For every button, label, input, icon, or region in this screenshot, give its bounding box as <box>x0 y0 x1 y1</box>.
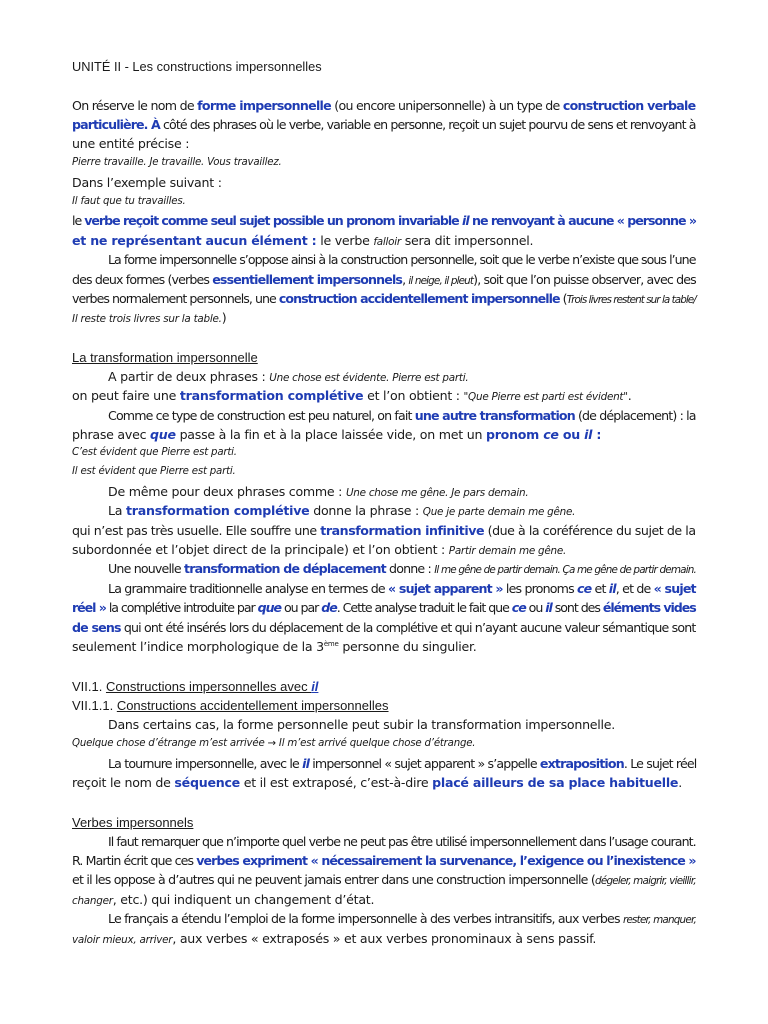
emphasis-text: Une chose est évidente. Pierre est parti. <box>269 372 469 384</box>
text-run: . Le sujet réel <box>623 756 697 771</box>
text-run: sont des <box>551 600 603 615</box>
emphasis-text: ce <box>511 600 526 615</box>
text-run: les pronoms <box>502 581 577 596</box>
transfo-line-4 <box>72 429 601 442</box>
emphasis-text: construction verbale <box>562 98 696 113</box>
text-run: , <box>402 272 409 287</box>
text-run: Comme ce type de construction est peu naturel, on fait <box>108 408 415 423</box>
text-run: A partir de deux phrases : <box>108 369 270 384</box>
emphasis-text: ne renvoyant à aucune « personne » <box>468 213 696 228</box>
verbes-line-1 <box>108 836 696 849</box>
section-heading-vii-1-1 <box>72 699 389 712</box>
emphasis-text: une autre transformation <box>414 408 575 423</box>
transfo-line-14 <box>72 622 696 635</box>
transfo-line-3 <box>108 410 696 423</box>
emphasis-text: Que je parte demain me gêne. <box>422 506 576 518</box>
text-run: De même pour deux phrases comme : <box>108 484 346 499</box>
text-run: une entité précise : <box>72 136 190 151</box>
page-title: UNITÉ II - Les constructions impersonnelles <box>72 59 322 74</box>
text-run: et <box>591 581 609 596</box>
text-run: ou par <box>281 600 322 615</box>
intro-line-3 <box>72 138 189 151</box>
text-run: reçoit le nom de <box>72 775 175 790</box>
text-run: , et de <box>615 581 654 596</box>
intro-line-12 <box>72 312 226 325</box>
emphasis-text: transformation de déplacement <box>183 561 386 576</box>
intro-line-11 <box>72 293 696 306</box>
text-run: (due à la coréférence du sujet de la <box>484 523 696 538</box>
text-run: impersonnel « sujet apparent » s’appelle <box>309 756 540 771</box>
text-run: phrase avec <box>72 427 151 442</box>
emphasis-text: éléments vides <box>602 600 696 615</box>
transfo-line-2 <box>72 390 632 403</box>
section-heading-vii-1 <box>72 680 318 693</box>
emphasis-text: que <box>150 427 176 442</box>
verbes-line-3 <box>72 874 696 887</box>
transfo-line-8 <box>108 505 575 518</box>
intro-line-9 <box>108 254 696 267</box>
verbes-line-2 <box>72 855 696 868</box>
text-run: ) <box>221 310 227 325</box>
intro-line-7 <box>72 215 696 228</box>
text-run: sera dit impersonnel. <box>400 233 534 248</box>
emphasis-text: ce <box>543 427 559 442</box>
text-run: Le français a étendu l’emploi de la forme impersonnelle à des verbes intransitifs, aux verbes <box>108 911 623 926</box>
emphasis-text: séquence <box>174 775 240 790</box>
transfo-line-1 <box>108 371 468 384</box>
transfo-line-12 <box>108 583 696 596</box>
text-run: on peut faire une <box>72 388 180 403</box>
text-run: personne du singulier. <box>338 639 477 654</box>
vii-example-1: Quelque chose d’étrange m’est arrivée → Il m’est arrivé quelque chose d’étrange. <box>72 738 476 749</box>
section-heading-transformation: La transformation impersonnelle <box>72 350 258 365</box>
text-run: ou <box>525 600 546 615</box>
emphasis-text: forme impersonnelle <box>197 98 331 113</box>
verbes-line-6 <box>72 933 596 946</box>
emphasis-text: transformation infinitive <box>320 523 485 538</box>
text-run: . Cette analyse traduit le fait que <box>336 600 512 615</box>
text-run: Dans l’exemple suivant : <box>72 175 222 190</box>
text-run: Dans certains cas, la forme personnelle peut subir la transformation impersonnelle. <box>108 717 616 732</box>
text-run: seulement l’indice morphologique de la 3 <box>72 639 324 654</box>
text-run: et l’on obtient : <box>363 388 464 403</box>
text-run: , etc.) qui indiquent un changement d’état. <box>112 892 375 907</box>
emphasis-text: et ne représentant aucun élément : <box>72 233 317 248</box>
emphasis-text: Constructions accidentellement impersonnelles <box>116 698 389 713</box>
text-run: La <box>108 503 126 518</box>
emphasis-text: pronom <box>485 427 544 442</box>
emphasis-text: réel » <box>72 600 106 615</box>
text-run: verbes normalement personnels, une <box>72 291 279 306</box>
transfo-line-9 <box>72 525 696 538</box>
text-run: R. Martin écrit que ces <box>72 853 197 868</box>
text-run: des deux formes (verbes <box>72 272 213 287</box>
text-run: subordonnée et l’objet direct de la principale) et l’on obtient : <box>72 542 449 557</box>
text-run: donne : <box>385 561 435 576</box>
text-run: La grammaire traditionnelle analyse en termes de <box>108 581 389 596</box>
text-run: passe à la fin et à la place laissée vide, on met un <box>175 427 486 442</box>
vii-line-4 <box>72 777 682 790</box>
emphasis-text: Partir demain me gêne. <box>448 545 567 557</box>
emphasis-text: de sens <box>72 620 121 635</box>
emphasis-text: Il reste trois livres sur la table. <box>72 313 222 325</box>
intro-line-2 <box>72 119 696 132</box>
text-run: et il est extraposé, c’est-à-dire <box>239 775 433 790</box>
emphasis-text: que <box>257 600 282 615</box>
text-run: , aux verbes « extraposés » et aux verbes pronominaux à sens passif. <box>172 931 597 946</box>
emphasis-text: construction accidentellement impersonnelle <box>278 291 560 306</box>
emphasis-text: verbes expriment « nécessairement la survenance, l’exigence ou l’inexistence » <box>196 853 696 868</box>
emphasis-text: ème <box>323 640 339 648</box>
emphasis-text: valoir mieux, arriver <box>72 934 173 946</box>
emphasis-text: falloir <box>373 236 401 248</box>
emphasis-text: Une chose me gêne. Je pars demain. <box>345 487 529 499</box>
transfo-line-7 <box>108 486 528 499</box>
text-run: la complétive introduite par <box>105 600 258 615</box>
emphasis-text: Il me gêne de partir demain. Ça me gêne de partir demain. <box>434 564 697 576</box>
intro-line-1 <box>72 100 695 113</box>
text-run: et il les oppose à d’autres qui ne peuvent jamais entrer dans une construction impersonnelle ( <box>72 872 596 887</box>
emphasis-text: "Que Pierre est parti est évident" <box>463 391 628 403</box>
text-run: (de déplacement) : la <box>574 408 696 423</box>
text-run: . <box>678 775 682 790</box>
text-run: le verbe <box>316 233 374 248</box>
text-run: qui ont été insérés lors du déplacement de la complétive et qui n’ayant aucune valeur sémantique sont <box>120 620 696 635</box>
text-run: VII.1.1. <box>72 698 117 713</box>
vii-line-1 <box>108 719 615 732</box>
text-run: Il faut remarquer que n’importe quel verbe ne peut pas être utilisé impersonnellement dans l’usage courant. <box>108 834 696 849</box>
emphasis-text: ce <box>577 581 592 596</box>
emphasis-text: « sujet <box>653 581 696 596</box>
emphasis-text: Constructions impersonnelles avec <box>105 679 312 694</box>
emphasis-text: il <box>302 756 310 771</box>
text-run: côté des phrases où le verbe, variable en personne, reçoit un sujet pourvu de sens et renvoyant à <box>159 117 696 132</box>
transfo-line-15 <box>72 641 476 654</box>
emphasis-text: ou <box>558 427 585 442</box>
intro-example-1: Pierre travaille. Je travaille. Vous travaillez. <box>72 157 282 168</box>
transfo-line-10 <box>72 544 566 557</box>
intro-line-8 <box>72 235 533 248</box>
text-run: qui n’est pas très usuelle. Elle souffre une <box>72 523 321 538</box>
transfo-line-11 <box>108 563 696 576</box>
emphasis-text: de <box>321 600 337 615</box>
section-heading-verbes: Verbes impersonnels <box>72 815 194 830</box>
emphasis-text: particulière. À <box>72 117 160 132</box>
emphasis-text: il <box>311 679 319 694</box>
text-run: La forme impersonnelle s’oppose ainsi à la construction personnelle, soit que le verbe n’existe que sous l’une <box>108 252 696 267</box>
emphasis-text: il <box>462 213 469 228</box>
emphasis-text: Trois livres restent sur la table/ <box>566 294 696 306</box>
intro-line-5 <box>72 177 222 190</box>
text-run: ), soit que l’on puisse observer, avec des <box>473 272 696 287</box>
emphasis-text: transformation complétive <box>126 503 310 518</box>
emphasis-text: extraposition <box>539 756 624 771</box>
transfo-line-13 <box>72 602 696 615</box>
text-run: donne la phrase : <box>309 503 423 518</box>
text-run: . <box>627 388 632 403</box>
verbes-line-4 <box>72 894 374 907</box>
emphasis-text: il <box>584 427 593 442</box>
emphasis-text: il <box>608 581 616 596</box>
text-run: VII.1. <box>72 679 106 694</box>
transfo-example-2: Il est évident que Pierre est parti. <box>72 466 236 477</box>
emphasis-text: essentiellement impersonnels <box>212 272 403 287</box>
emphasis-text: changer <box>72 895 113 907</box>
vii-line-3 <box>108 758 696 771</box>
emphasis-text: verbe reçoit comme seul sujet possible un pronom invariable <box>84 213 463 228</box>
emphasis-text: il <box>545 600 552 615</box>
intro-example-2: Il faut que tu travailles. <box>72 196 186 207</box>
text-run: On réserve le nom de <box>72 98 198 113</box>
text-run: (ou encore unipersonnelle) à un type de <box>330 98 563 113</box>
emphasis-text: rester, manquer, <box>622 914 696 926</box>
transfo-example-1: C’est évident que Pierre est parti. <box>72 447 237 458</box>
emphasis-text: placé ailleurs de sa place habituelle <box>432 775 679 790</box>
text-run: La tournure impersonnelle, avec le <box>108 756 303 771</box>
emphasis-text: « sujet apparent » <box>388 581 503 596</box>
emphasis-text: : <box>592 427 602 442</box>
emphasis-text: transformation complétive <box>179 388 364 403</box>
text-run: le <box>72 213 85 228</box>
text-run: Une nouvelle <box>108 561 184 576</box>
text-run: ( <box>559 291 567 306</box>
emphasis-text: dégeler, maigrir, vieillir, <box>595 875 696 887</box>
emphasis-text: il neige, il pleut <box>408 275 474 287</box>
verbes-line-5 <box>108 913 696 926</box>
intro-line-10 <box>72 274 696 287</box>
